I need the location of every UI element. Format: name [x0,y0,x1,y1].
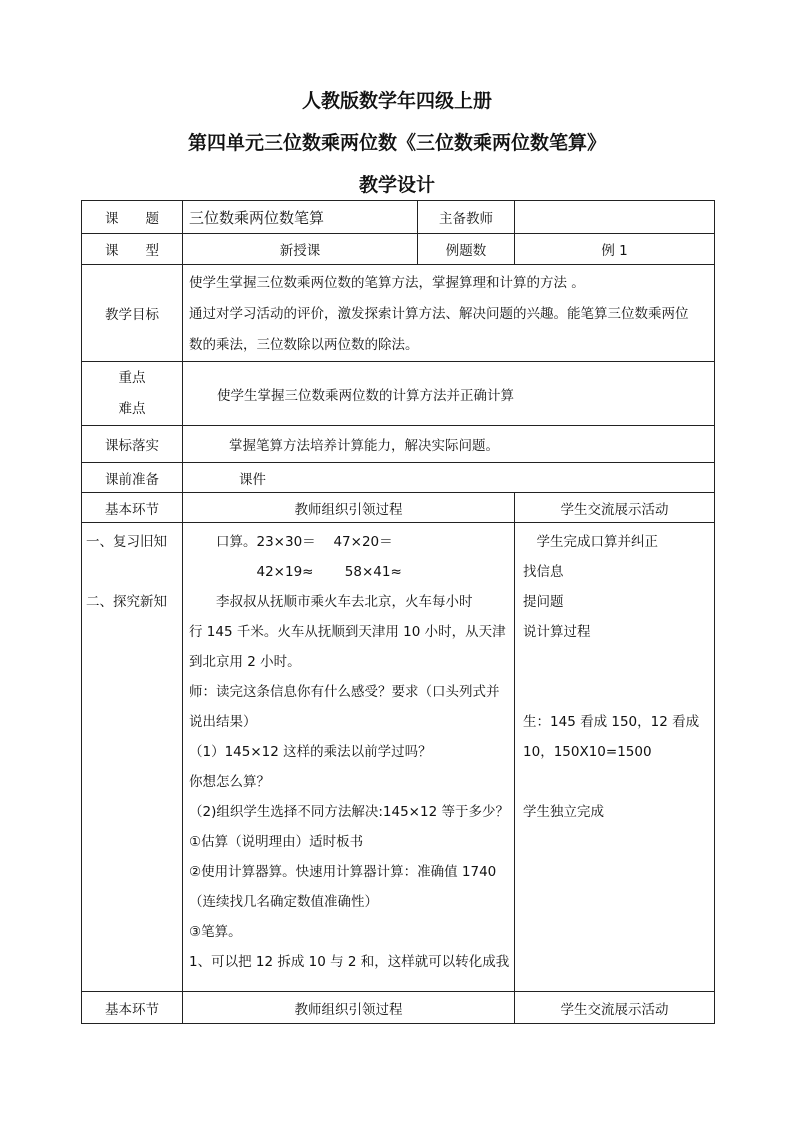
type-label: 课 型 [82,234,183,265]
student-line: 生：145 看成 150，12 看成 [523,714,700,730]
student-line: 学生独立完成 [523,804,605,820]
teacher-line: （1）145×12 这样的乘法以前学过吗？ [189,744,432,760]
goal-line: 数的乘法，三位数除以两位数的除法。 [189,336,419,353]
prep-label: 课前准备 [82,463,183,493]
student-line [523,947,708,977]
student-line: 学生完成口算并纠正 [523,534,659,550]
student-activity [515,523,715,992]
teacher-line: 李叔叔从抚顺市乘火车去北京，火车每小时 [189,594,473,610]
process-row [82,523,715,992]
goal-line: 通过对学习活动的评价，激发探索计算方法、解决问题的兴趣。能笔算三位数乘两位 [189,305,689,322]
teacher-label: 主备教师 [418,201,515,234]
design-title: 教学设计 [358,174,435,196]
goal-line: 使学生掌握三位数乘两位数的笔算方法，掌握算理和计算的方法 。 [189,274,585,291]
difficulty-label: 难点 [118,400,146,417]
topic-label: 课 题 [82,201,183,234]
goals-label: 教学目标 [82,265,183,362]
example-value: 例 1 [515,234,715,265]
example-label: 例题数 [418,234,515,265]
prep-row [82,463,715,493]
student-line [523,917,708,947]
type-row [82,234,715,265]
standard-label: 课标落实 [82,426,183,463]
key-point-label: 重点 [118,369,146,386]
student-line: 10，150X10=1500 [523,744,652,760]
student-line: 提问题 [523,594,564,610]
topic-value: 三位数乘两位数笔算 [183,201,418,234]
prep-value: 课件 [183,463,715,493]
stage-column-header: 基本环节 [82,493,183,523]
key-points-value: 使学生掌握三位数乘两位数的计算方法并正确计算 [183,362,715,426]
teacher-value [515,201,715,234]
teacher-line: 师：读完这条信息你有什么感受？要求（口头列式并 [189,684,500,700]
type-value: 新授课 [183,234,418,265]
teacher-column-header-repeat: 教师组织引领过程 [183,992,515,1024]
teacher-line: 1、可以把 12 拆成 10 与 2 和，这样就可以转化成我 [189,954,510,970]
student-line [523,647,708,677]
document-title: 人教版数学年四级上册 [301,90,492,112]
student-line [523,677,708,707]
lesson-plan-table [81,200,715,1024]
goals-row [82,265,715,362]
teacher-line: 说出结果） [189,714,257,730]
key-points-label [82,362,183,426]
teacher-line: ①估算（说明理由）适时板书 [189,834,364,850]
unit-title: 第四单元三位数乘两位数《三位数乘两位数笔算》 [187,132,606,154]
teacher-column-header: 教师组织引领过程 [183,493,515,523]
student-line [523,857,708,887]
teacher-line: ③笔算。 [189,924,242,940]
teacher-line: 42×19≈ 58×41≈ [189,564,402,580]
student-line [523,887,708,917]
process-header-row [82,493,715,523]
teacher-line: 你想怎么算？ [189,774,270,790]
standard-value: 掌握笔算方法培养计算能力，解决实际问题。 [183,426,715,463]
student-line [523,767,708,797]
student-column-header: 学生交流展示活动 [515,493,715,523]
teacher-line: 口算。23×30＝ 47×20＝ [189,534,393,550]
key-points-row [82,362,715,426]
stage-review: 一、复习旧知 [86,534,167,550]
student-line: 说计算过程 [523,624,591,640]
stage-explore: 二、探究新知 [86,594,167,610]
teacher-line: 到北京用 2 小时。 [189,654,301,670]
topic-row [82,201,715,234]
footer-header-row [82,992,715,1024]
teacher-line: 行 145 千米。火车从抚顺到天津用 10 小时，从天津 [189,624,506,640]
teacher-line: （连续找几名确定数值准确性） [189,894,378,910]
teacher-line: ②使用计算器算。快速用计算器计算：准确值 1740 [189,864,497,880]
standard-row [82,426,715,463]
student-line [523,827,708,857]
student-line: 找信息 [523,564,564,580]
stage-column-header-repeat: 基本环节 [82,992,183,1024]
teacher-process [183,523,515,992]
goals-content [183,265,715,362]
teacher-line: （2)组织学生选择不同方法解决:145×12 等于多少？ [189,804,509,820]
student-column-header-repeat: 学生交流展示活动 [515,992,715,1024]
stage-column [82,523,183,992]
